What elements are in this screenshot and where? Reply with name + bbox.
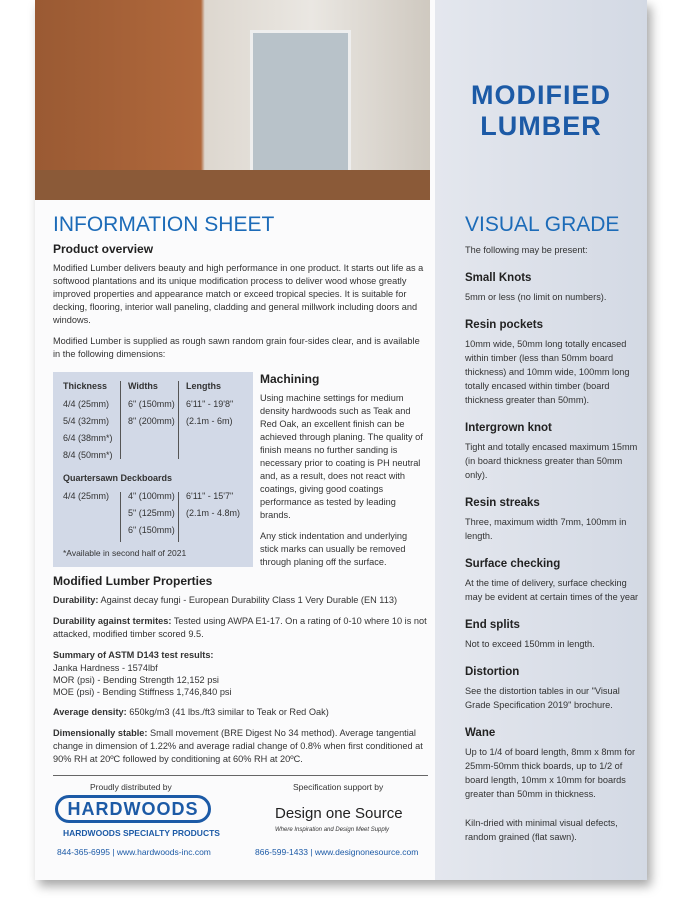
grade-text: Three, maximum width 7mm, 100mm in length.: [465, 517, 627, 541]
grade-item: [465, 558, 643, 604]
grade-closing: Kiln-dried with minimal visual defects, random grained (flat sawn).: [465, 818, 618, 842]
grade-text: Not to exceed 150mm in length.: [465, 639, 595, 649]
properties-section: [53, 574, 428, 766]
hardwoods-contact[interactable]: 844-365-6995 | www.hardwoods-inc.com: [57, 847, 211, 857]
grade-list: [465, 272, 643, 844]
col-header: Lengths: [186, 381, 221, 391]
designonesource-logo: Design one Source: [275, 805, 403, 822]
title-line: MODIFIED: [471, 80, 611, 110]
cell: 6" (150mm): [128, 399, 175, 409]
grade-text: 10mm wide, 50mm long totally encased within timber (less than 50mm board thickness) and 10mm wide, 100mm long totally encased within timber (board thickness greater than 50mm).: [465, 339, 630, 405]
grade-item: [465, 319, 643, 407]
info-sheet-page: [35, 0, 647, 880]
grade-text: At the time of delivery, surface checking may be evident at certain times of the year: [465, 578, 639, 602]
cell: 4" (100mm): [128, 491, 175, 501]
dimensions-table: [53, 372, 253, 567]
durability: [53, 594, 428, 607]
astm-row: Janka Hardness - 1574lbf: [53, 663, 158, 673]
label: Summary of ASTM D143 test results:: [53, 650, 214, 660]
grade-item: [465, 666, 643, 712]
cell: 4/4 (25mm): [63, 399, 110, 409]
value: Tested using AWPA E1-17. On a rating of 0-10 where 10 is not attacked, modified timber scored 9.5.: [53, 616, 427, 639]
grade-item: [465, 272, 643, 304]
grade-text: Tight and totally encased maximum 15mm (in board thickness greater than 50mm only).: [465, 442, 638, 480]
grade-text: See the distortion tables in our "Visual Grade Specification 2019" brochure.: [465, 686, 620, 710]
value: Against decay fungi - European Durability Class 1 Very Durable (EN 113): [100, 595, 398, 605]
machining-text-2: Any stick indentation and underlying stick marks can usually be removed through planing off the surface.: [260, 531, 408, 567]
dist-label: Proudly distributed by: [90, 782, 172, 792]
hardwoods-logo: HARDWOODS: [55, 795, 211, 823]
density: [53, 706, 428, 719]
cell: 6'11" - 15'7": [186, 491, 234, 501]
astm-results: [53, 662, 428, 698]
overview-title: Product overview: [53, 242, 154, 256]
divider: [53, 775, 428, 776]
grade-title: Intergrown knot: [465, 422, 552, 434]
cell: (2.1m - 4.8m): [186, 508, 241, 518]
astm: [53, 649, 428, 662]
table-note: *Available in second half of 2021: [63, 548, 187, 558]
cell: 8" (200mm): [128, 416, 175, 426]
grade-item: [465, 727, 643, 801]
astm-row: MOE (psi) - Bending Stiffness 1,746,840 psi: [53, 687, 232, 697]
overview-text-2: Modified Lumber is supplied as rough sawn random grain four-sides clear, and is available in the following dimensions:: [53, 336, 420, 359]
info-heading: INFORMATION SHEET: [53, 213, 275, 236]
grade-item: [465, 422, 643, 482]
cell: 5" (125mm): [128, 508, 175, 518]
grade-title: Distortion: [465, 666, 520, 678]
grade-text: 5mm or less (no limit on numbers).: [465, 292, 607, 302]
grade-text: Up to 1/4 of board length, 8mm x 8mm for 25mm-50mm thick boards, up to 1/2 of board length, 10mm x 10mm for boards greater than 50mm in thickness.: [465, 747, 636, 799]
value: Small movement (BRE Digest No 34 method). Average tangential change in dimension of 1.22% and average radial change of 0.8% when first conditioned at 90% RH at 20ºC followed by conditioning at 60% RH at 20ºC.: [53, 728, 423, 764]
label: Dimensionally stable:: [53, 728, 148, 738]
spec-label: Specification support by: [293, 782, 384, 792]
grade-item: [465, 497, 643, 543]
d1s-contact[interactable]: 866-599-1433 | www.designonesource.com: [255, 847, 419, 857]
d1s-tagline: Where Inspiration and Design Meet Supply: [275, 827, 390, 833]
col-header: Widths: [128, 381, 158, 391]
cell: (2.1m - 6m): [186, 416, 233, 426]
label: Durability against termites:: [53, 616, 172, 626]
cell: 6" (150mm): [128, 525, 175, 535]
machining-section: [260, 372, 425, 577]
label: Average density:: [53, 707, 127, 717]
cell: 6/4 (38mm*): [63, 433, 113, 443]
cell: 5/4 (32mm): [63, 416, 110, 426]
value: 650kg/m3 (41 lbs./ft3 similar to Teak or Red Oak): [129, 707, 329, 717]
cell: 4/4 (25mm): [63, 491, 110, 501]
grade-title: Wane: [465, 727, 496, 739]
grade-title: Small Knots: [465, 272, 532, 284]
cell: 8/4 (50mm*): [63, 450, 113, 460]
properties-title: Modified Lumber Properties: [53, 574, 213, 588]
grade-title: Resin pockets: [465, 319, 543, 331]
hardwoods-sub: HARDWOODS SPECIALTY PRODUCTS: [63, 828, 220, 838]
visual-grade-heading: VISUAL GRADE: [465, 213, 620, 236]
termites: [53, 615, 428, 641]
overview-section: [53, 242, 428, 369]
grade-title: Resin streaks: [465, 497, 540, 509]
machining-text: Using machine settings for medium density hardwoods such as Teak and Red Oak, an excellent finish can be achieved through planing. The quality of finish means no further sanding is necessary prior to coating is PH neutral and, as a result, does not react with coatings, giving good coatings performance as tested by leading brands.: [260, 393, 423, 520]
grade-item: [465, 619, 643, 651]
cell: 6'11" - 19'8": [186, 399, 234, 409]
grade-title: End splits: [465, 619, 520, 631]
label: Durability:: [53, 595, 99, 605]
stability: [53, 727, 428, 766]
machining-title: Machining: [260, 372, 320, 386]
product-title: [435, 80, 647, 142]
overview-text: Modified Lumber delivers beauty and high performance in one product. It starts out life as a softwood plantations and its unique modification process to deliver wood whose greatly improved properties and appearance match or exceed tropical species. It is suitable for decking, flooring, interior wall paneling, cladding and general millwork including doors and windows.: [53, 263, 424, 325]
title-line: LUMBER: [480, 111, 602, 141]
grade-title: Surface checking: [465, 558, 561, 570]
grade-intro: The following may be present:: [465, 245, 588, 255]
astm-row: MOR (psi) - Bending Strength 12,152 psi: [53, 675, 219, 685]
col-header: Thickness: [63, 381, 108, 391]
deck-title: Quartersawn Deckboards: [63, 473, 173, 483]
hero-photo: [35, 0, 430, 200]
